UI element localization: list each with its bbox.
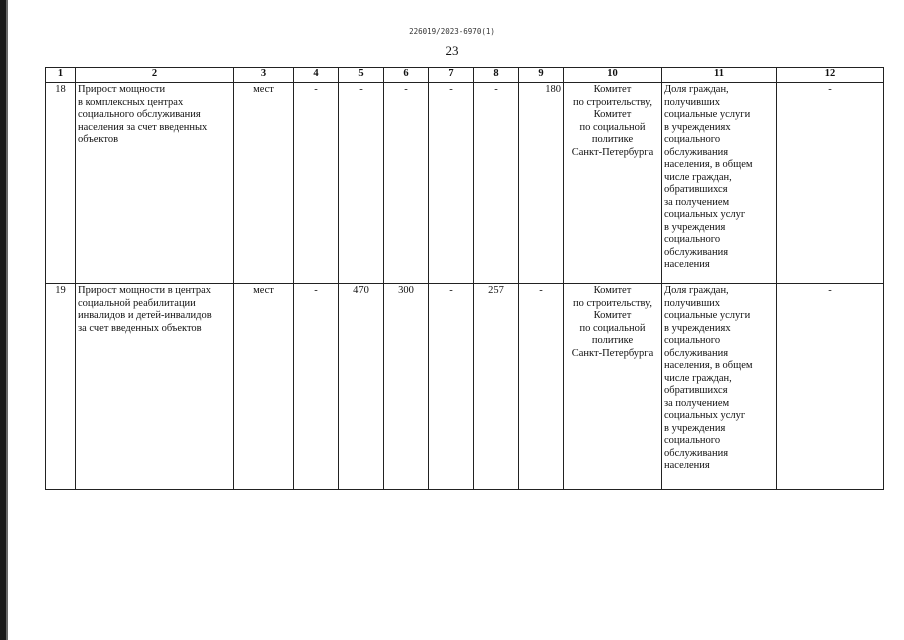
column-header: 6 <box>384 68 429 83</box>
value-cell: - <box>294 83 339 284</box>
value-cell: 180 <box>519 83 564 284</box>
column-header: 1 <box>46 68 76 83</box>
value-cell: - <box>384 83 429 284</box>
column-header: 4 <box>294 68 339 83</box>
value-cell: 300 <box>384 284 429 490</box>
value-cell: - <box>294 284 339 490</box>
row-number: 18 <box>46 83 76 284</box>
scan-border-shadow <box>6 0 8 640</box>
value-cell: 470 <box>339 284 384 490</box>
indicator-name: Прирост мощности в центрах социальной реабилитации инвалидов и детей-инвалидов за счет введенных объектов <box>76 284 234 490</box>
linked-indicator: Доля граждан, получивших социальные услуги в учреждениях социального обслуживания населения, в общем числе граждан, обратившихся за получением социальных услуг в учреждения социального обслуживания населения <box>662 284 777 490</box>
table-row <box>46 83 884 284</box>
indicators-table <box>45 67 884 490</box>
value-cell: - <box>429 284 474 490</box>
page-number: 23 <box>445 43 459 58</box>
linked-indicator: Доля граждан, получивших социальные услуги в учреждениях социального обслуживания населения, в общем числе граждан, обратившихся за получением социальных услуг в учреждения социального обслуживания населения <box>662 83 777 284</box>
value-cell: - <box>474 83 519 284</box>
responsible-executor: Комитет по строительству, Комитет по социальной политике Санкт-Петербурга <box>564 284 662 490</box>
column-header: 12 <box>777 68 884 83</box>
responsible-executor: Комитет по строительству, Комитет по социальной политике Санкт-Петербурга <box>564 83 662 284</box>
column-header: 11 <box>662 68 777 83</box>
column-header: 2 <box>76 68 234 83</box>
value-cell: - <box>519 284 564 490</box>
value-cell: - <box>339 83 384 284</box>
value-cell: - <box>429 83 474 284</box>
column-header: 10 <box>564 68 662 83</box>
table-header-row <box>46 68 884 83</box>
note-cell: - <box>777 284 884 490</box>
value-cell: 257 <box>474 284 519 490</box>
unit-cell: мест <box>234 83 294 284</box>
indicator-name: Прирост мощности в комплексных центрах социального обслуживания населения за счет введенных объектов <box>76 83 234 284</box>
column-header: 9 <box>519 68 564 83</box>
column-header: 5 <box>339 68 384 83</box>
note-cell: - <box>777 83 884 284</box>
column-header: 3 <box>234 68 294 83</box>
row-number: 19 <box>46 284 76 490</box>
column-header: 7 <box>429 68 474 83</box>
column-header: 8 <box>474 68 519 83</box>
table-row <box>46 284 884 490</box>
unit-cell: мест <box>234 284 294 490</box>
document-registration-code: 226019/2023-6970(1) <box>409 27 495 36</box>
